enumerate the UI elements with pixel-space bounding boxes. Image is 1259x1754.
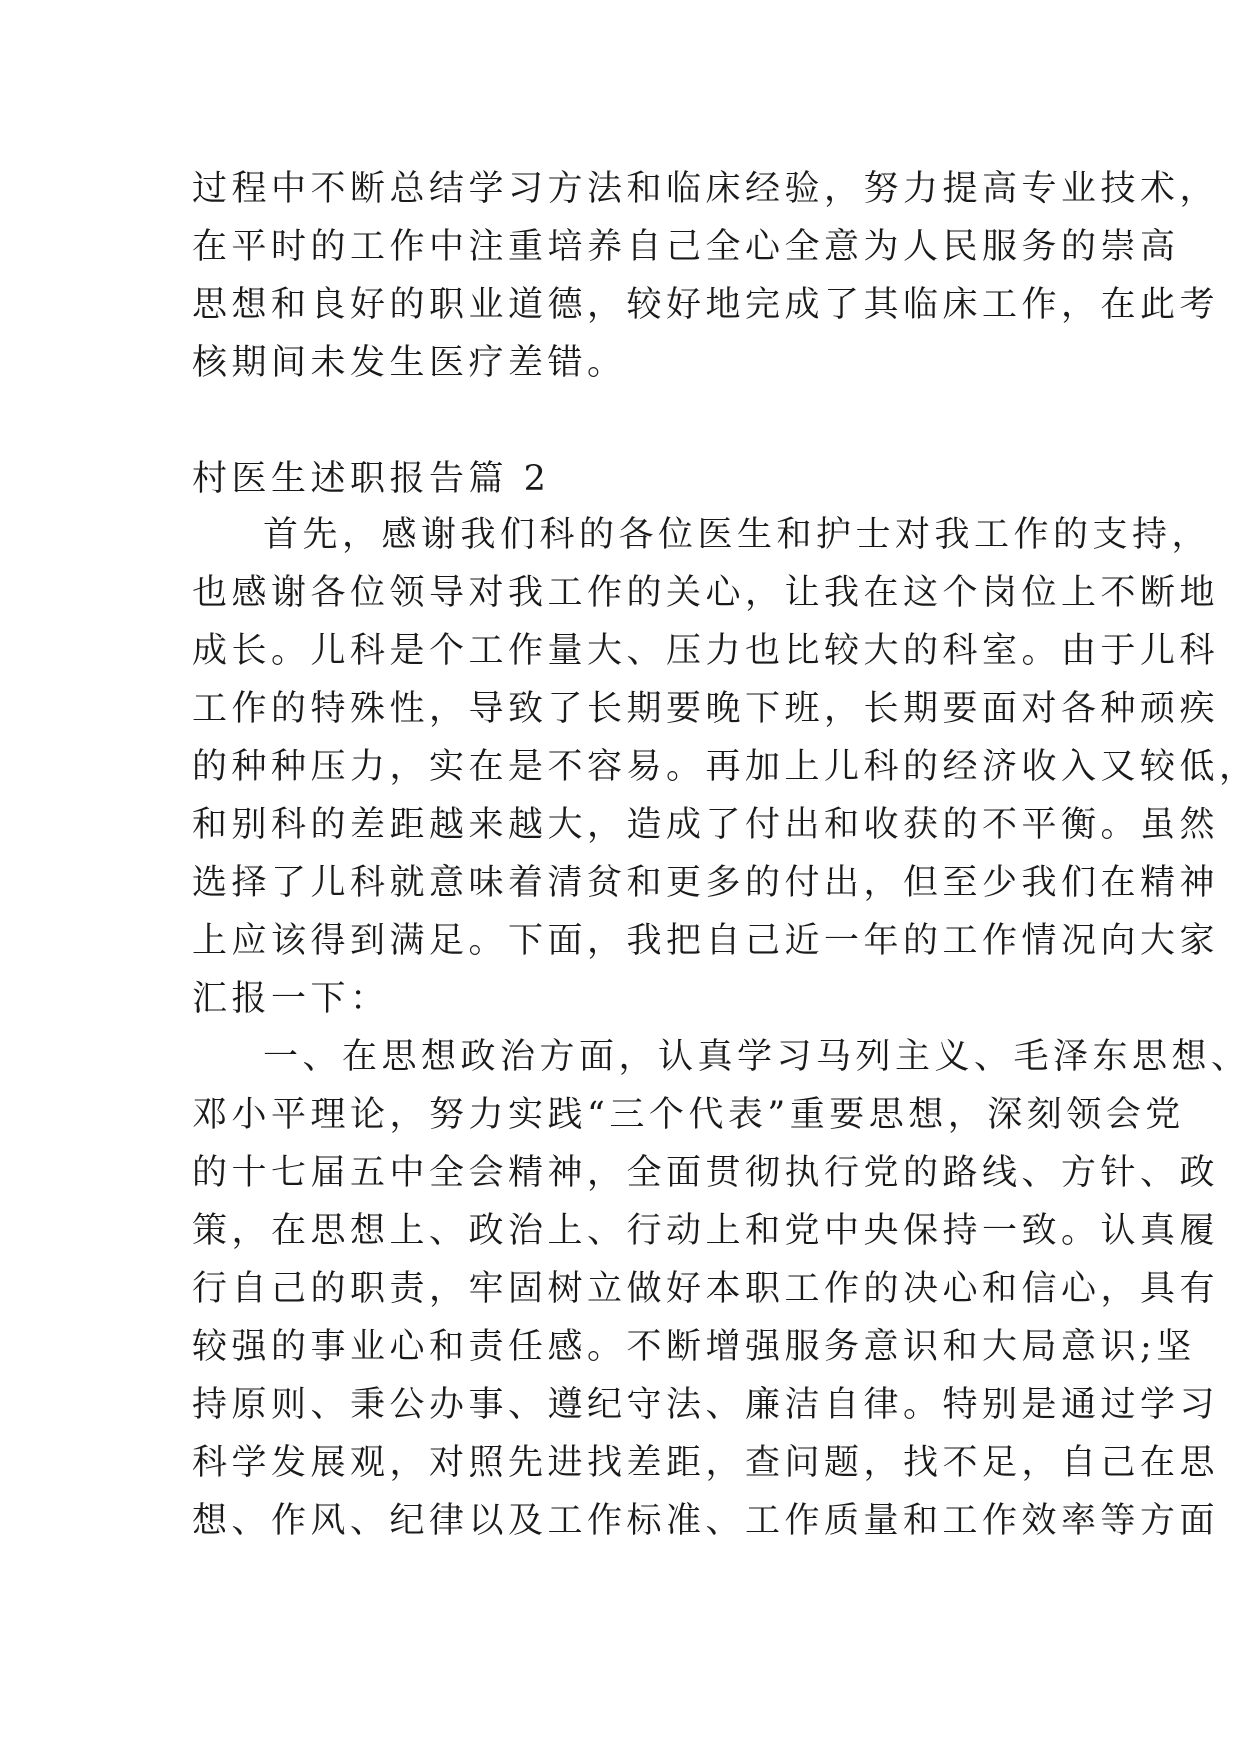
text-line: 策，在思想上、政治上、行动上和党中央保持一致。认真履 xyxy=(192,1211,1220,1251)
text-line: 也感谢各位领导对我工作的关心，让我在这个岗位上不断地 xyxy=(192,573,1220,613)
report-body xyxy=(192,506,1259,1550)
text-line: 选择了儿科就意味着清贫和更多的付出，但至少我们在精神 xyxy=(192,863,1220,903)
text-line: 工作的特殊性，导致了长期要晚下班，长期要面对各种顽疾 xyxy=(192,689,1220,729)
text-line: 想、作风、纪律以及工作标准、工作质量和工作效率等方面 xyxy=(192,1501,1220,1541)
text-line: 的种种压力，实在是不容易。再加上儿科的经济收入又较低， xyxy=(192,747,1259,787)
section-heading-block xyxy=(192,450,1052,508)
text-line: 较强的事业心和责任感。不断增强服务意识和大局意识;坚 xyxy=(192,1327,1196,1367)
text-line: 持原则、秉公办事、遵纪守法、廉洁自律。特别是通过学习 xyxy=(192,1385,1220,1425)
text-line: 一、在思想政治方面，认真学习马列主义、毛泽东思想、 xyxy=(263,1037,1251,1077)
section-heading: 村医生述职报告篇 2 xyxy=(192,459,551,499)
text-line: 上应该得到满足。下面，我把自己近一年的工作情况向大家 xyxy=(192,921,1220,961)
text-line: 行自己的职责，牢固树立做好本职工作的决心和信心，具有 xyxy=(192,1269,1220,1309)
text-line: 成长。儿科是个工作量大、压力也比较大的科室。由于儿科 xyxy=(192,631,1220,671)
text-line: 邓小平理论，努力实践“三个代表”重要思想，深刻领会党 xyxy=(192,1095,1185,1135)
text-line: 核期间未发生医疗差错。 xyxy=(192,343,627,383)
text-line: 首先，感谢我们科的各位医生和护士对我工作的支持， xyxy=(263,515,1212,555)
text-line: 科学发展观，对照先进找差距，查问题，找不足，自己在思 xyxy=(192,1443,1220,1483)
text-line: 的十七届五中全会精神，全面贯彻执行党的路线、方针、政 xyxy=(192,1153,1220,1193)
text-line: 过程中不断总结学习方法和临床经验，努力提高专业技术， xyxy=(192,169,1220,209)
text-line: 在平时的工作中注重培养自己全心全意为人民服务的崇高 xyxy=(192,227,1180,267)
text-line: 汇报一下： xyxy=(192,979,390,1019)
text-line: 和别科的差距越来越大，造成了付出和收获的不平衡。虽然 xyxy=(192,805,1220,845)
text-line: 思想和良好的职业道德，较好地完成了其临床工作，在此考 xyxy=(192,285,1220,325)
continued-paragraph xyxy=(192,160,1220,392)
